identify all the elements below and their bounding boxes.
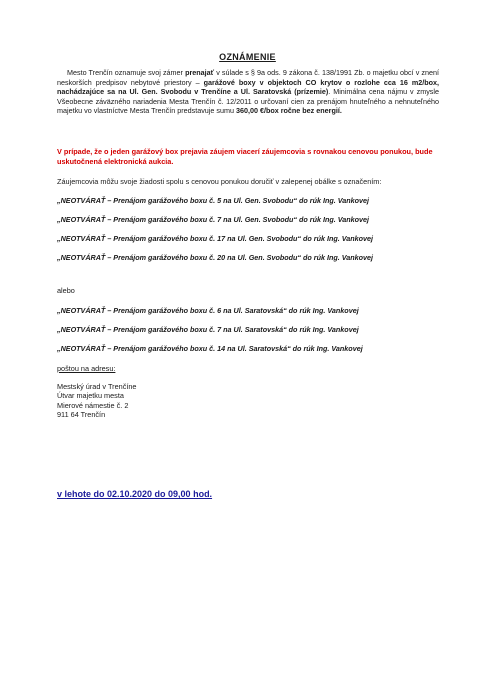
address-line: Mierové námestie č. 2 xyxy=(57,400,129,410)
label-line: „NEOTVÁRAŤ – Prenájom garážového boxu č. 6 na Ul. Saratovská“ do rúk Ing. Vankovej xyxy=(57,306,359,315)
auction-warning: V prípade, že o jeden garážový box prejavia záujem viacerí záujemcovia s rovnakou cenovou ponukou, bude uskutočnená elektronická aukcia. xyxy=(57,147,433,166)
post-label: poštou na adresu: xyxy=(57,364,116,373)
label-line: „NEOTVÁRAŤ – Prenájom garážového boxu č. 17 na Ul. Gen. Svobodu“ do rúk Ing. Vankovej xyxy=(57,234,374,243)
submission-instruction: Záujemcovia môžu svoje žiadosti spolu s cenovou ponukou doručiť v zalepenej obálke s označením: xyxy=(57,177,382,186)
intro-emphasis-saratovska: a Ul. Saratovská (prízemie) xyxy=(230,87,329,97)
page-title: OZNÁMENIE xyxy=(219,52,276,62)
intro-text-3: . Minimálna cena nájmu v zmysle Všeobecne záväzného nariadenia Mesta Trenčín č. 12/2011 o určovaní cien za prenájom hnuteľného a nehnuteľného majetku vo vlastníctve Mesta Trenčín predstavuje sumu xyxy=(57,87,439,116)
alebo-text: alebo xyxy=(57,286,75,295)
deadline: v lehote do 02.10.2020 do 09,00 hod. xyxy=(57,489,213,499)
label-line: „NEOTVÁRAŤ – Prenájom garážového boxu č. 14 na Ul. Saratovská“ do rúk Ing. Vankovej xyxy=(57,344,363,353)
address-block xyxy=(57,364,137,420)
intro-emphasis-price: 360,00 €/box ročne bez energií. xyxy=(235,106,342,116)
label-line: „NEOTVÁRAŤ – Prenájom garážového boxu č. 7 na Ul. Saratovská“ do rúk Ing. Vankovej xyxy=(57,325,359,334)
intro-text-1: Mesto Trenčín oznamuje svoj zámer xyxy=(67,68,186,77)
intro-emphasis-prenajat: prenajať xyxy=(185,68,215,77)
intro-text-2: v súlade s § 9a ods. 9 zákona č. 138/1991 Zb. o majetku obcí v znení neskorších predpisov nebytové priestory – xyxy=(57,68,439,87)
label-line: „NEOTVÁRAŤ – Prenájom garážového boxu č. 20 na Ul. Gen. Svobodu“ do rúk Ing. Vankovej xyxy=(57,253,374,262)
address-line: 911 64 Trenčín xyxy=(57,410,106,420)
intro-emphasis-garage: garážové boxy v objektoch CO krytov o rozlohe cca 16 m2/box, nachádzajúce sa na Ul. Gen. Svobodu v Trenčíne xyxy=(57,77,439,97)
address-line: Mestský úrad v Trenčíne xyxy=(57,381,137,391)
label-line: „NEOTVÁRAŤ – Prenájom garážového boxu č. 7 na Ul. Gen. Svobodu“ do rúk Ing. Vankovej xyxy=(57,215,370,224)
intro-paragraph xyxy=(57,68,439,116)
label-line: „NEOTVÁRAŤ – Prenájom garážového boxu č. 5 na Ul. Gen. Svobodu“ do rúk Ing. Vankovej xyxy=(57,196,370,205)
address-line: Útvar majetku mesta xyxy=(57,391,124,401)
